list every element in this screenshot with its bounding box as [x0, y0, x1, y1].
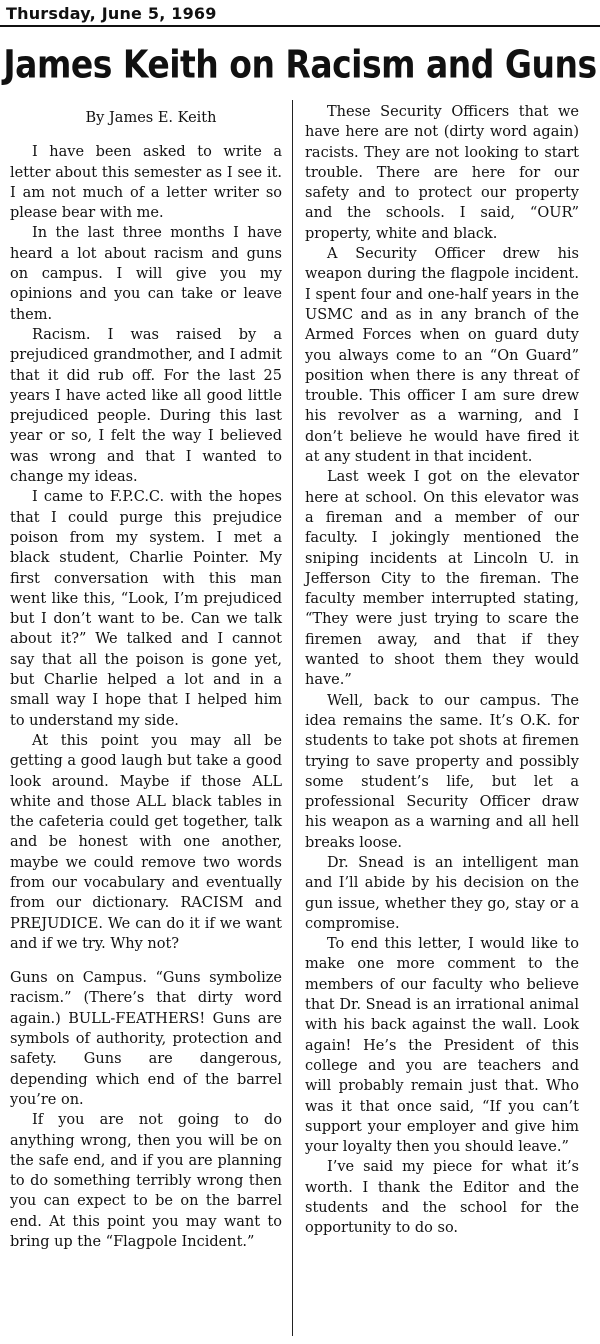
right-column	[305, 102, 579, 1239]
paragraph-racism: Racism. I was raised by a prejudiced grandmother, and I admit that it did rub off. For the last 25 years I have acted like all good little prejudiced people. During this last year or so, I felt the way I believed was wrong and that I wanted to change my ideas.	[10, 326, 282, 486]
paragraph-fpcc: I came to F.P.C.C. with the hopes that I could purge this prejudice poison from my system. I met a black student, Charlie Pointer. My first conversation with this man went like this, “Look, I’m prejudiced but I don’t want to be. Can we talk about it?” We talked and I cannot say that all the poison is gone yet, but Charlie helped a lot and in a small way I hope that I helped him to understand my side.	[10, 489, 282, 729]
paragraph-cafeteria: At this point you may all be getting a good laugh but take a good look around. Maybe if those ALL white and those ALL black tables in the cafeteria could get together, talk and be honest with one another, maybe we could remove two words from our vocabulary and eventually from our dictionary. RACISM and PREJUDICE. We can do it if we want and if we try. Why not?	[10, 732, 282, 952]
headline: James Keith on Racism and Guns	[3, 42, 597, 87]
column-divider	[292, 100, 293, 1336]
byline: By James E. Keith	[85, 110, 217, 126]
paragraph-security-officers: These Security Officers that we have here are not (dirty word again) racists. They are not looking to start trouble. There are here for our safety and to protect our property and the schools. I said, “OUR” property, white and black.	[305, 104, 579, 242]
paragraph-elevator: Last week I got on the elevator here at school. On this elevator was a fireman and a member of our faculty. I jokingly mentioned the sniping incidents at Lincoln U. in Jefferson City to the fireman. The faculty member interrupted stating, “They were just trying to scare the firemen away, and that if they wanted to shoot them they would have.”	[305, 469, 579, 689]
paragraph-flagpole: A Security Officer drew his weapon during the flagpole incident. I spent four and one-half years in the USMC and as in any branch of the Armed Forces when on guard duty you always come to an “On Guard” position when there is any threat of trouble. This officer I am sure drew his revolver as a warning, and I don’t believe he would have fired it at any student in that incident.	[305, 246, 579, 466]
paragraph-faculty-comment: To end this letter, I would like to make one more comment to the members of our faculty who believe that Dr. Snead is an irrational animal with his back against the wall. Look again! He’s the President of this college and you are teachers and will probably remain just that. Who was it that once said, “If you can’t support your employer and give him your loyalty then you should leave.”	[305, 936, 579, 1156]
paragraph-safe-end: If you are not going to do anything wrong, then you will be on the safe end, and if you are planning to do something terribly wrong then you can expect to be on the barrel end. At this point you may want to bring up the “Flagpole Incident.”	[10, 1112, 282, 1251]
dateline: Thursday, June 5, 1969	[6, 4, 217, 23]
paragraph-back-to-campus: Well, back to our campus. The idea remains the same. It’s O.K. for students to take pot shots at firemen trying to save property and possibly some student’s life, but let a professional Security Officer draw his weapon as a warning and all hell breaks loose.	[305, 692, 579, 851]
paragraph-closing: I’ve said my piece for what it’s worth. I thank the Editor and the students and the school for the opportunity to do so.	[305, 1159, 579, 1237]
left-column	[10, 102, 282, 1252]
paragraph-dr-snead: Dr. Snead is an intelligent man and I’ll abide by his decision on the gun issue, whether they go, stay or a compromise.	[305, 854, 579, 932]
top-rule	[0, 25, 600, 27]
paragraph-intro: I have been asked to write a letter about this semester as I see it. I am not much of a letter writer so please bear with me.	[10, 144, 282, 222]
paragraph-guns-on-campus: Guns on Campus. “Guns symbolize racism.” (There’s that dirty word again.) BULL-FEATHERS! Guns are symbols of authority, protection and safety. Guns are dangerous, depending which end of the barrel you’re on.	[10, 970, 282, 1108]
paragraph-opinions: In the last three months I have heard a lot about racism and guns on campus. I will give you my opinions and you can take or leave them.	[10, 225, 282, 323]
